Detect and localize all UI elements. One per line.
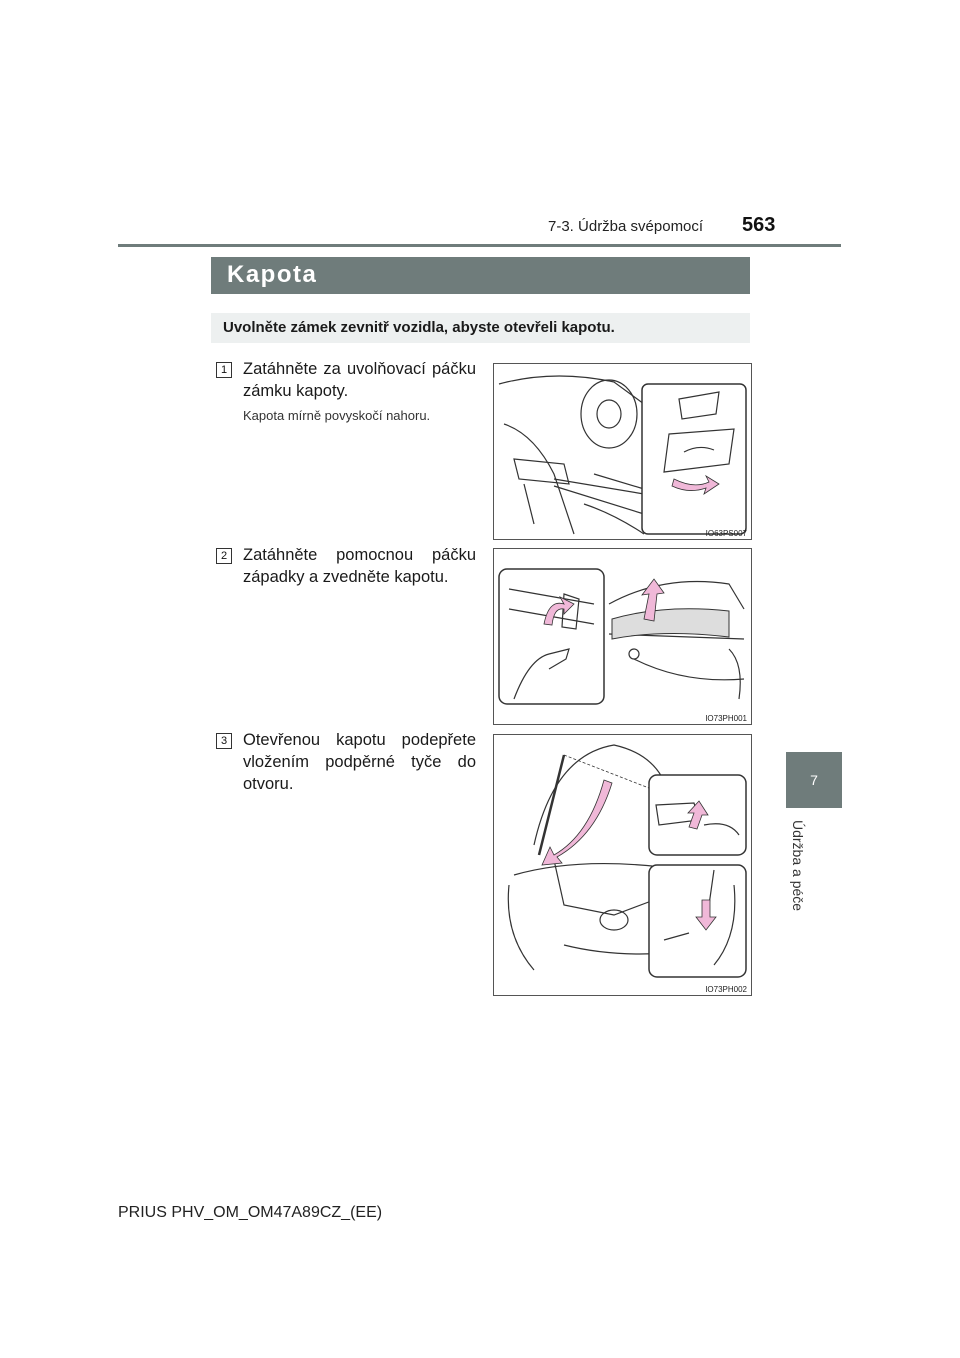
figure-support-rod	[493, 734, 752, 996]
figure-auxiliary-catch	[493, 548, 752, 725]
support-rod-illustration	[494, 735, 751, 995]
section-title: 7-3. Údržba svépomocí	[548, 218, 704, 235]
subheading-box	[211, 313, 750, 343]
step-text-3: Otevřenou kapotu podepřete vložením podpěrné tyče do otvoru.	[243, 731, 476, 793]
header-rule	[118, 244, 841, 247]
page-number: 563	[742, 214, 776, 236]
figure-hood-release-lever	[493, 363, 752, 540]
dashboard-lever-illustration	[494, 364, 751, 539]
figure-code-3: IO73PH002	[705, 985, 747, 994]
step-number-2: 2	[216, 548, 232, 564]
chapter-tab: 7	[786, 752, 842, 808]
title-bar	[211, 257, 750, 294]
step-text-2: Zatáhněte pomocnou páčku západky a zvedněte kapotu.	[243, 546, 476, 586]
step-number-3: 3	[216, 733, 232, 749]
document-footer: PRIUS PHV_OM_OM47A89CZ_(EE)	[118, 1204, 383, 1221]
figure-code-1: IO63PS007	[705, 529, 747, 538]
chapter-title: Údržba a péče	[790, 820, 806, 912]
step-number-1: 1	[216, 362, 232, 378]
subheading: Uvolněte zámek zevnitř vozidla, abyste otevřeli kapotu.	[223, 319, 615, 336]
hood-lift-illustration	[494, 549, 751, 724]
page-title: Kapota	[227, 261, 318, 288]
step-note-1: Kapota mírně povyskočí nahoru.	[243, 408, 431, 423]
figure-code-2: IO73PH001	[705, 714, 747, 723]
step-text-1: Zatáhněte za uvolňovací páčku zámku kapoty.	[243, 360, 476, 400]
